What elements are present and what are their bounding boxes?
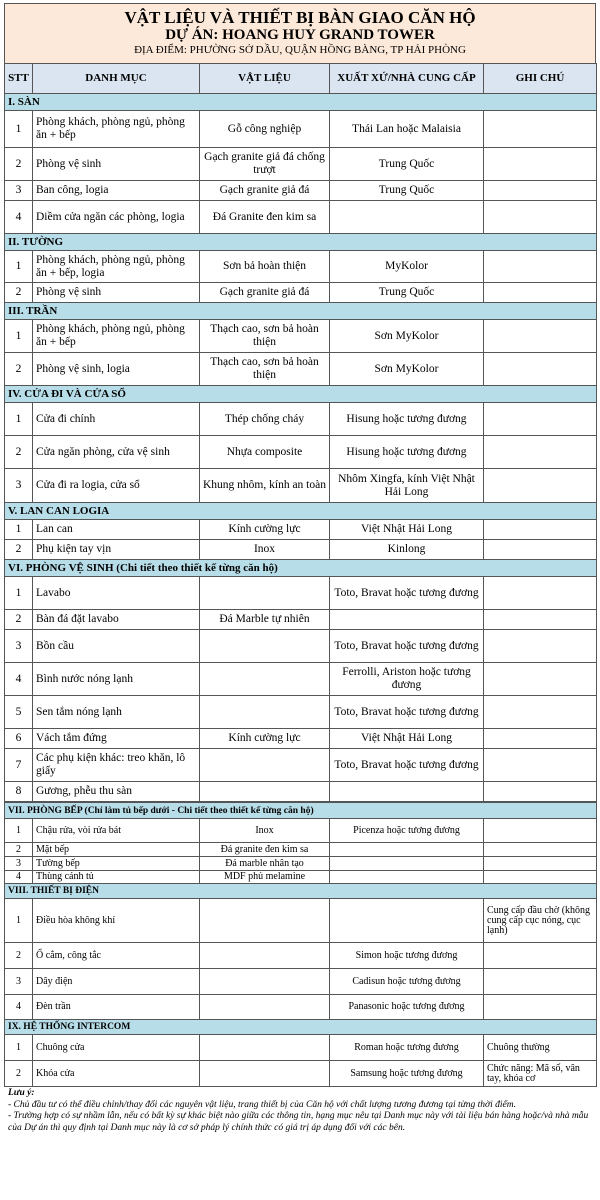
- handover-materials-sheet: [4, 3, 596, 1134]
- row-origin: Nhôm Xingfa, kính Việt Nhật Hải Long: [330, 469, 484, 503]
- section-title: III. TRẦN: [5, 303, 597, 320]
- row-item: Cửa đi ra logia, cửa sổ: [33, 469, 200, 503]
- row-origin: Hisung hoặc tương đương: [330, 403, 484, 436]
- project-name: DỰ ÁN: HOANG HUY GRAND TOWER: [165, 27, 435, 43]
- row-note: [484, 857, 597, 871]
- column-header-stt: STT: [5, 64, 33, 94]
- row-origin: Panasonic hoặc tương đương: [330, 995, 484, 1020]
- row-material: [200, 663, 330, 696]
- row-item: Vách tắm đứng: [33, 729, 200, 749]
- row-note: [484, 436, 597, 469]
- row-stt: 2: [5, 1061, 33, 1087]
- row-stt: 2: [5, 943, 33, 969]
- row-stt: 5: [5, 696, 33, 729]
- table-row: [5, 577, 597, 610]
- row-material: [200, 995, 330, 1020]
- row-origin: Hisung hoặc tương đương: [330, 436, 484, 469]
- row-origin: [330, 899, 484, 943]
- table-row: [5, 899, 597, 943]
- table-row: [5, 283, 597, 303]
- row-note: [484, 111, 597, 148]
- section-title: II. TƯỜNG: [5, 234, 597, 251]
- row-item: Dây điện: [33, 969, 200, 995]
- row-material: [200, 1061, 330, 1087]
- table-row: [5, 749, 597, 782]
- row-item: Phụ kiện tay vịn: [33, 540, 200, 560]
- row-note: [484, 148, 597, 181]
- row-item: Diềm cửa ngăn các phòng, logia: [33, 201, 200, 234]
- row-note: [484, 871, 597, 884]
- row-stt: 3: [5, 857, 33, 871]
- row-origin: Sơn MyKolor: [330, 353, 484, 386]
- section-row: [5, 1020, 597, 1035]
- table-row: [5, 663, 597, 696]
- table-row: [5, 995, 597, 1020]
- table-row: [5, 469, 597, 503]
- row-stt: 1: [5, 899, 33, 943]
- row-stt: 2: [5, 540, 33, 560]
- row-origin: [330, 843, 484, 857]
- table-row: [5, 520, 597, 540]
- row-stt: 4: [5, 663, 33, 696]
- row-note: [484, 729, 597, 749]
- row-material: Kính cường lực: [200, 729, 330, 749]
- column-header-item: DANH MỤC: [33, 64, 200, 94]
- section-row: [5, 503, 597, 520]
- row-note: [484, 320, 597, 353]
- row-origin: Toto, Bravat hoặc tương đương: [330, 749, 484, 782]
- row-note: [484, 520, 597, 540]
- row-material: Đá Marble tự nhiên: [200, 610, 330, 630]
- row-stt: 1: [5, 520, 33, 540]
- column-header-note: GHI CHÚ: [484, 64, 597, 94]
- row-item: Ban công, logia: [33, 181, 200, 201]
- row-note: [484, 782, 597, 802]
- row-origin: Ferrolli, Ariston hoặc tương đương: [330, 663, 484, 696]
- document-header: [4, 3, 596, 63]
- row-item: Khóa cửa: [33, 1061, 200, 1087]
- row-material: Inox: [200, 819, 330, 843]
- row-origin: Cadisun hoặc tương đương: [330, 969, 484, 995]
- row-origin: Việt Nhật Hải Long: [330, 520, 484, 540]
- row-material: Gạch granite giả đá: [200, 283, 330, 303]
- materials-table: [4, 63, 597, 802]
- row-note: [484, 469, 597, 503]
- section-title: IV. CỬA ĐI VÀ CỬA SỔ: [5, 386, 597, 403]
- row-origin: Trung Quốc: [330, 283, 484, 303]
- row-note: Chuông thường: [484, 1035, 597, 1061]
- row-stt: 4: [5, 201, 33, 234]
- row-note: [484, 540, 597, 560]
- row-item: Sen tắm nóng lạnh: [33, 696, 200, 729]
- footnote-heading: Lưu ý:: [8, 1088, 35, 1098]
- row-item: Các phụ kiện khác: treo khăn, lô giấy: [33, 749, 200, 782]
- row-stt: 1: [5, 251, 33, 283]
- table-row: [5, 436, 597, 469]
- table-row: [5, 251, 597, 283]
- row-material: [200, 630, 330, 663]
- section-row: [5, 884, 597, 899]
- footnote: [4, 1087, 596, 1134]
- row-material: Đá Granite đen kim sa: [200, 201, 330, 234]
- row-material: Thép chống cháy: [200, 403, 330, 436]
- table-row: [5, 148, 597, 181]
- row-stt: 6: [5, 729, 33, 749]
- table-row: [5, 320, 597, 353]
- row-stt: 1: [5, 111, 33, 148]
- row-stt: 4: [5, 995, 33, 1020]
- row-stt: 3: [5, 181, 33, 201]
- row-note: [484, 577, 597, 610]
- table-row: [5, 871, 597, 884]
- row-item: Gương, phễu thu sàn: [33, 782, 200, 802]
- materials-table-continued: [4, 802, 597, 1087]
- row-origin: [330, 857, 484, 871]
- column-header-origin: XUẤT XỨ/NHÀ CUNG CẤP: [330, 64, 484, 94]
- row-origin: MyKolor: [330, 251, 484, 283]
- row-origin: Thái Lan hoặc Malaisia: [330, 111, 484, 148]
- column-header-material: VẬT LIỆU: [200, 64, 330, 94]
- row-origin: [330, 610, 484, 630]
- row-note: [484, 630, 597, 663]
- row-item: Ổ cắm, công tắc: [33, 943, 200, 969]
- row-note: [484, 353, 597, 386]
- row-item: Thùng cánh tủ: [33, 871, 200, 884]
- row-material: Nhựa composite: [200, 436, 330, 469]
- row-material: [200, 943, 330, 969]
- row-stt: 7: [5, 749, 33, 782]
- section-row: [5, 303, 597, 320]
- section-title: V. LAN CAN LOGIA: [5, 503, 597, 520]
- row-material: [200, 577, 330, 610]
- row-material: Gạch granite giả đá chống trượt: [200, 148, 330, 181]
- table-row: [5, 111, 597, 148]
- row-origin: Sơn MyKolor: [330, 320, 484, 353]
- row-item: Mặt bếp: [33, 843, 200, 857]
- row-item: Phòng vệ sinh: [33, 148, 200, 181]
- row-origin: Toto, Bravat hoặc tương đương: [330, 630, 484, 663]
- table-row: [5, 969, 597, 995]
- row-note: [484, 819, 597, 843]
- row-note: Cung cấp đầu chờ (không cung cấp cục nóng, cục lạnh): [484, 899, 597, 943]
- table-row: [5, 610, 597, 630]
- row-stt: 2: [5, 843, 33, 857]
- row-item: Lavabo: [33, 577, 200, 610]
- section-row: [5, 560, 597, 577]
- row-origin: Samsung hoặc tương đương: [330, 1061, 484, 1087]
- row-material: Thạch cao, sơn bả hoàn thiện: [200, 353, 330, 386]
- document-title: VẬT LIỆU VÀ THIẾT BỊ BÀN GIAO CĂN HỘ: [124, 8, 476, 27]
- row-note: [484, 843, 597, 857]
- row-note: [484, 943, 597, 969]
- row-note: [484, 610, 597, 630]
- row-item: Lan can: [33, 520, 200, 540]
- table-row: [5, 843, 597, 857]
- section-title: VIII. THIẾT BỊ ĐIỆN: [5, 884, 597, 899]
- table-row: [5, 540, 597, 560]
- section-row: [5, 386, 597, 403]
- row-stt: 8: [5, 782, 33, 802]
- section-title: IX. HỆ THỐNG INTERCOM: [5, 1020, 597, 1035]
- table-row: [5, 782, 597, 802]
- section-row: [5, 94, 597, 111]
- row-origin: Trung Quốc: [330, 181, 484, 201]
- section-row: [5, 803, 597, 819]
- row-material: [200, 969, 330, 995]
- row-stt: 2: [5, 283, 33, 303]
- row-material: [200, 696, 330, 729]
- row-note: [484, 181, 597, 201]
- row-material: [200, 749, 330, 782]
- row-item: Cửa đi chính: [33, 403, 200, 436]
- table-row: [5, 630, 597, 663]
- row-origin: Picenza hoặc tương đương: [330, 819, 484, 843]
- row-item: Tường bếp: [33, 857, 200, 871]
- row-stt: 2: [5, 148, 33, 181]
- row-note: [484, 969, 597, 995]
- row-note: Chức năng: Mã số, vân tay, khóa cơ: [484, 1061, 597, 1087]
- row-stt: 3: [5, 969, 33, 995]
- row-stt: 1: [5, 1035, 33, 1061]
- table-row: [5, 1061, 597, 1087]
- table-header-row: [5, 64, 597, 94]
- row-material: Kính cường lực: [200, 520, 330, 540]
- row-material: Gỗ công nghiệp: [200, 111, 330, 148]
- row-stt: 3: [5, 469, 33, 503]
- row-material: Đá granite đen kim sa: [200, 843, 330, 857]
- row-note: [484, 995, 597, 1020]
- row-note: [484, 201, 597, 234]
- row-material: Sơn bả hoàn thiện: [200, 251, 330, 283]
- table-row: [5, 943, 597, 969]
- table-row: [5, 1035, 597, 1061]
- row-stt: 2: [5, 436, 33, 469]
- section-title: I. SÀN: [5, 94, 597, 111]
- row-item: Cửa ngăn phòng, cửa vệ sinh: [33, 436, 200, 469]
- row-item: Điều hòa không khí: [33, 899, 200, 943]
- row-note: [484, 403, 597, 436]
- row-origin: [330, 201, 484, 234]
- row-stt: 3: [5, 630, 33, 663]
- row-material: Thạch cao, sơn bả hoàn thiện: [200, 320, 330, 353]
- table-row: [5, 353, 597, 386]
- table-row: [5, 403, 597, 436]
- row-origin: [330, 871, 484, 884]
- table-row: [5, 696, 597, 729]
- row-origin: Trung Quốc: [330, 148, 484, 181]
- row-material: MDF phủ melamine: [200, 871, 330, 884]
- row-note: [484, 663, 597, 696]
- row-note: [484, 283, 597, 303]
- row-item: Phòng khách, phòng ngủ, phòng ăn + bếp: [33, 111, 200, 148]
- row-origin: [330, 782, 484, 802]
- row-item: Phòng khách, phòng ngủ, phòng ăn + bếp: [33, 320, 200, 353]
- row-stt: 2: [5, 610, 33, 630]
- row-origin: Kinlong: [330, 540, 484, 560]
- row-origin: Simon hoặc tương đương: [330, 943, 484, 969]
- row-item: Phòng vệ sinh, logia: [33, 353, 200, 386]
- row-item: Chuông cửa: [33, 1035, 200, 1061]
- table-row: [5, 857, 597, 871]
- row-stt: 4: [5, 871, 33, 884]
- section-title: VII. PHÒNG BẾP (Chỉ làm tủ bếp dưới - Chi tiết theo thiết kế từng căn hộ): [5, 803, 597, 819]
- row-material: Inox: [200, 540, 330, 560]
- row-note: [484, 749, 597, 782]
- row-stt: 1: [5, 320, 33, 353]
- section-row: [5, 234, 597, 251]
- table-row: [5, 181, 597, 201]
- table-row: [5, 201, 597, 234]
- row-material: [200, 1035, 330, 1061]
- row-item: Chậu rửa, vòi rửa bát: [33, 819, 200, 843]
- row-stt: 2: [5, 353, 33, 386]
- row-origin: Roman hoặc tương đương: [330, 1035, 484, 1061]
- table-row: [5, 819, 597, 843]
- row-stt: 1: [5, 819, 33, 843]
- row-note: [484, 696, 597, 729]
- row-item: Phòng khách, phòng ngủ, phòng ăn + bếp, logia: [33, 251, 200, 283]
- row-origin: Toto, Bravat hoặc tương đương: [330, 577, 484, 610]
- row-item: Bình nước nóng lạnh: [33, 663, 200, 696]
- row-stt: 1: [5, 577, 33, 610]
- table-row: [5, 729, 597, 749]
- section-title: VI. PHÒNG VỆ SINH (Chi tiết theo thiết kế từng căn hộ): [5, 560, 597, 577]
- footnote-line: - Chủ đầu tư có thể điều chỉnh/thay đổi các nguyên vật liệu, trang thiết bị của Căn hộ với chất lượng tương đương tại từng thời điểm.: [8, 1099, 516, 1110]
- row-origin: Việt Nhật Hải Long: [330, 729, 484, 749]
- footnote-line: - Trường hợp có sự nhầm lẫn, nếu có bất kỳ sự khác biệt nào giữa các thông tin, hạng mục nêu tại Danh mục này với tài liệu bán hàng hoặc/và nhà mẫu của Dự án thì quy định tại Danh mục này là cơ sở pháp lý chính thức có giá trị áp dụng đối với các bên.: [8, 1111, 589, 1133]
- row-item: Bồn cầu: [33, 630, 200, 663]
- row-material: Đá marble nhân tạo: [200, 857, 330, 871]
- row-stt: 1: [5, 403, 33, 436]
- row-item: Bàn đá đặt lavabo: [33, 610, 200, 630]
- project-location: ĐỊA ĐIỂM: PHƯỜNG SỞ DẦU, QUẬN HỒNG BÀNG, TP HẢI PHÒNG: [134, 44, 466, 56]
- row-material: Gạch granite giả đá: [200, 181, 330, 201]
- row-item: Đèn trần: [33, 995, 200, 1020]
- row-item: Phòng vệ sinh: [33, 283, 200, 303]
- row-note: [484, 251, 597, 283]
- row-material: [200, 782, 330, 802]
- row-material: Khung nhôm, kính an toàn: [200, 469, 330, 503]
- row-material: [200, 899, 330, 943]
- row-origin: Toto, Bravat hoặc tương đương: [330, 696, 484, 729]
